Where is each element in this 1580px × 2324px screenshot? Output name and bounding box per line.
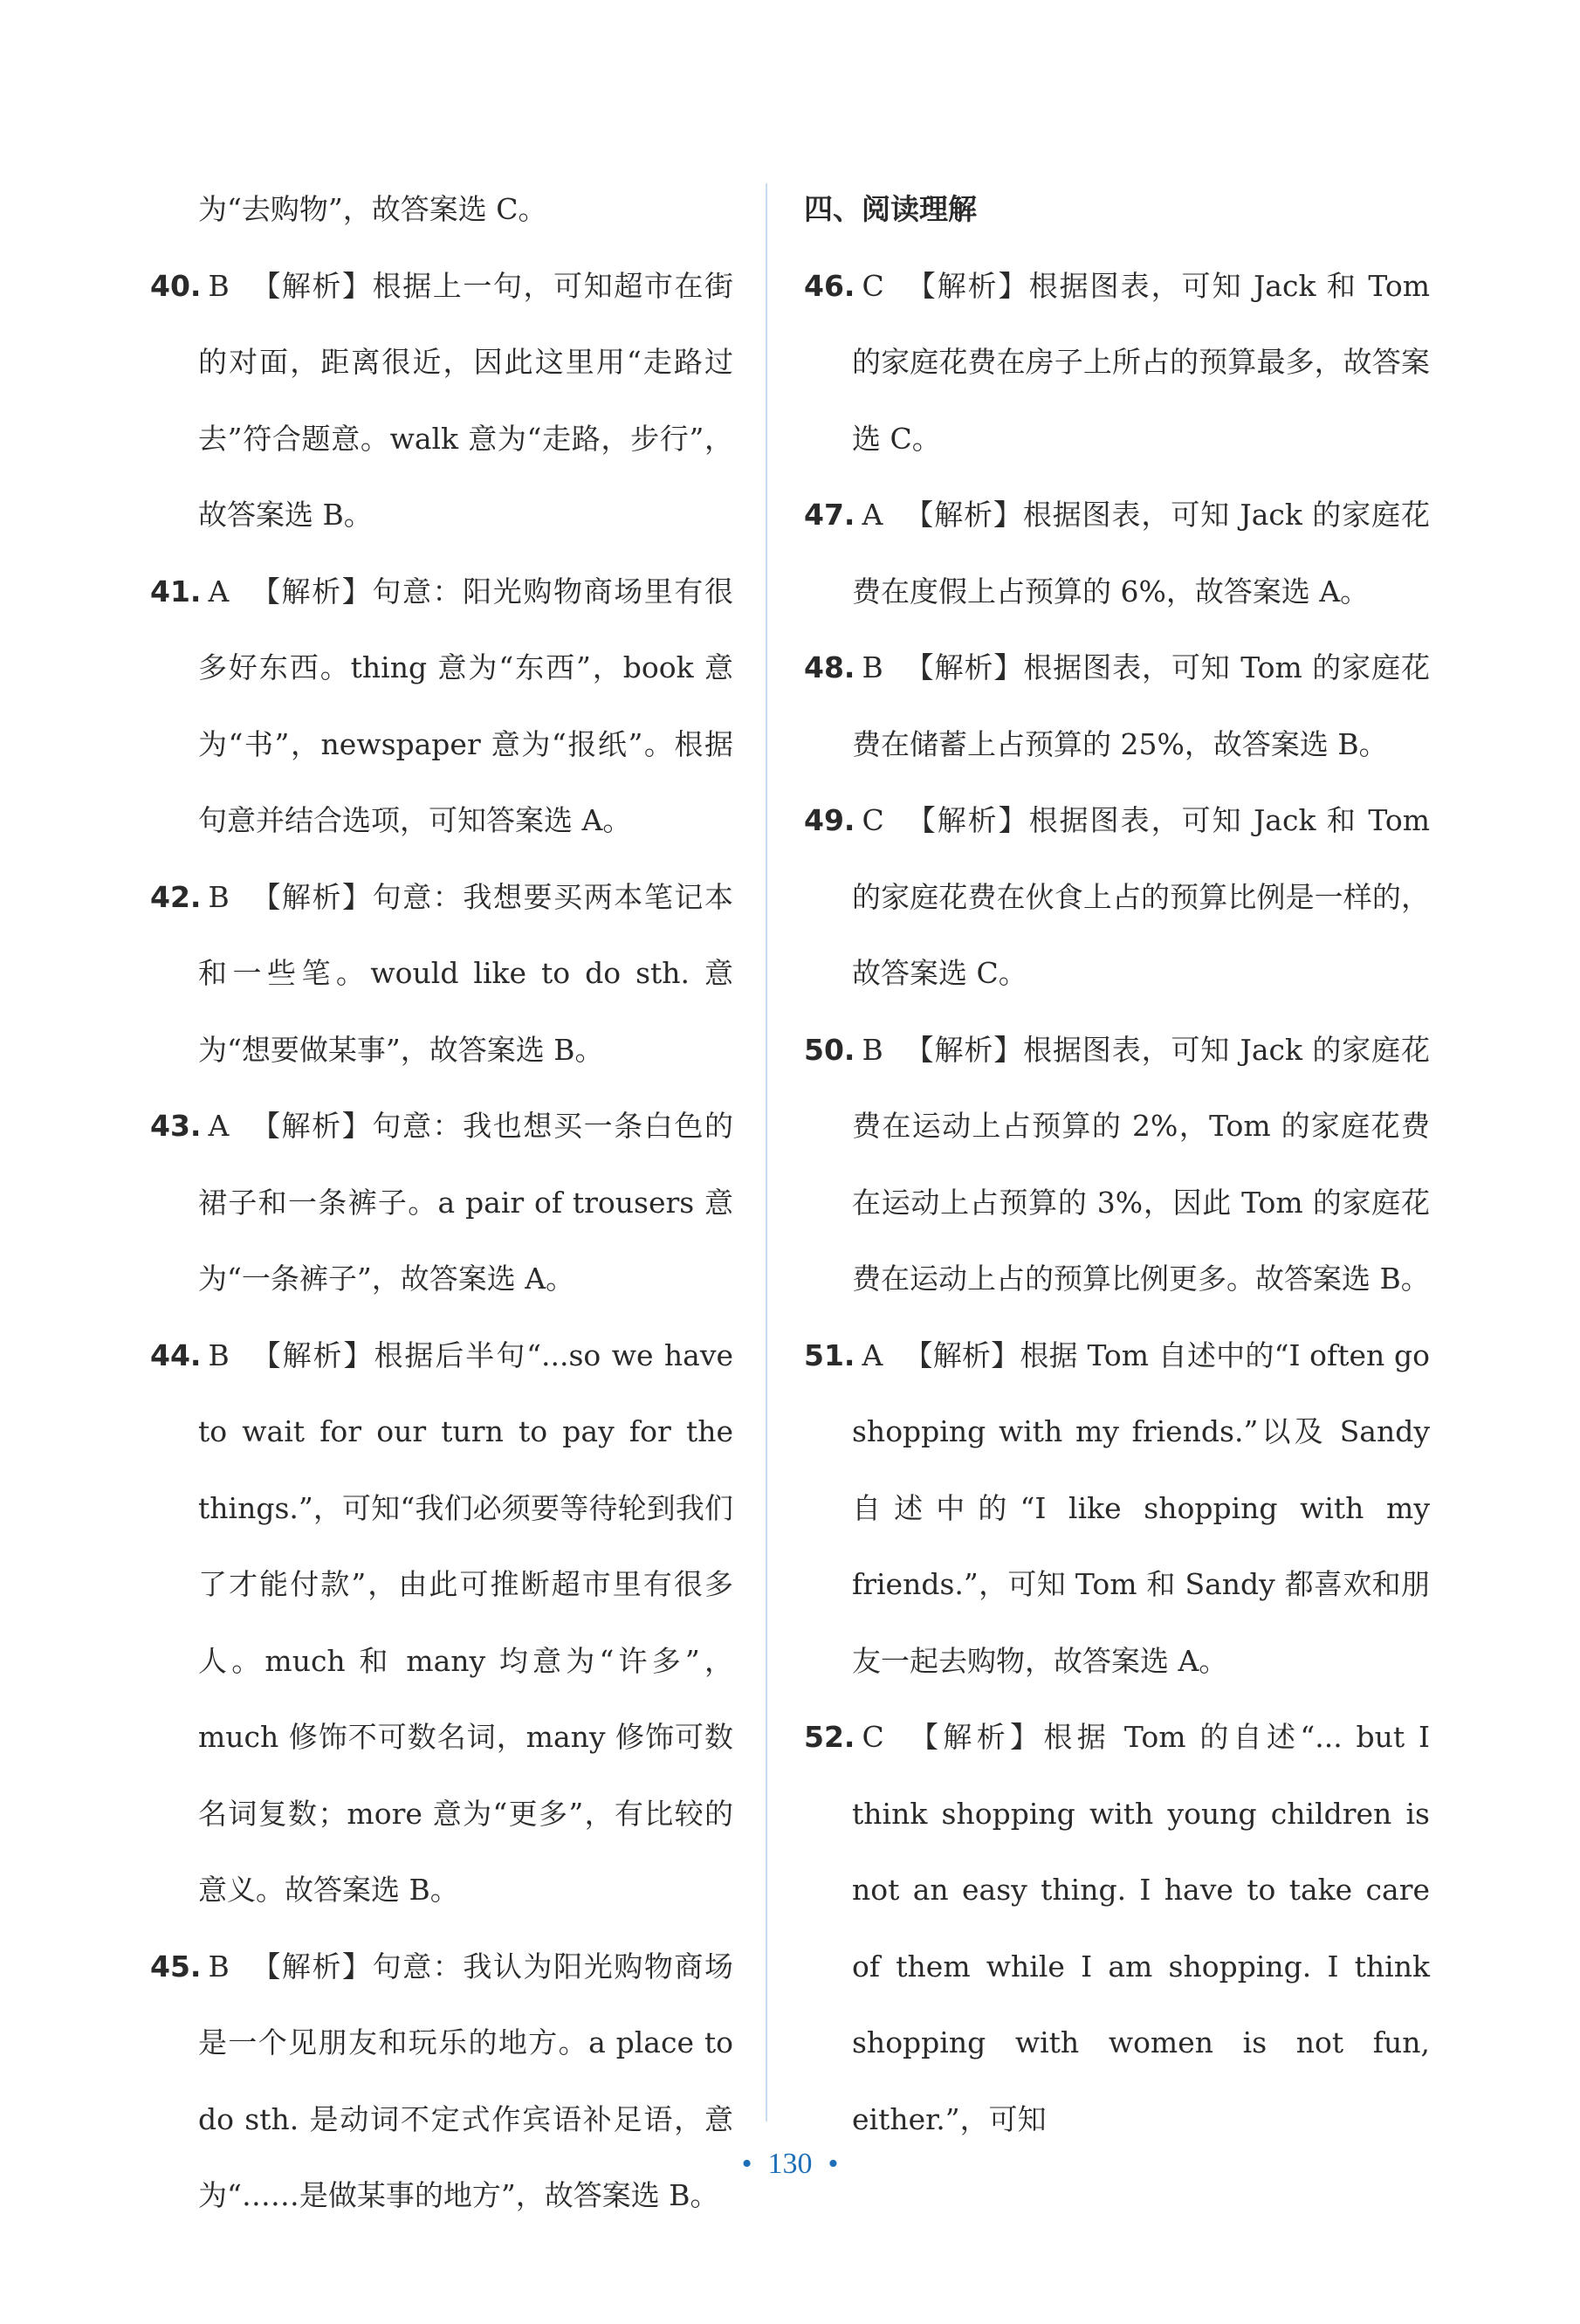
footer-dot-right: •: [828, 2148, 839, 2180]
item-number: 44.: [150, 1337, 202, 1372]
item-number: 42.: [150, 879, 202, 914]
item-number: 46.: [804, 268, 855, 303]
item-number: 48.: [804, 650, 855, 684]
item-explanation: 句意：我认为阳光购物商场是一个见朋友和玩乐的地方。a place to do sth. 是动词不定式作宾语补足语，意为“……是做某事的地方”，故答案选 B。: [198, 1949, 734, 2212]
item-number: 40.: [150, 268, 202, 303]
answer-item-44: [150, 1317, 733, 1929]
footer-dot-left: •: [741, 2148, 752, 2180]
item-explanation: 根据 Tom 自述中的“I often go shopping with my friends.”以及 Sandy 自述中的“I like shopping with my friends.”，可知 Tom 和 Sandy 都喜欢和朋友一起去购物，故答案选 A。: [852, 1337, 1430, 1678]
left-column: [150, 171, 733, 2234]
answer-item-52: [804, 1699, 1430, 2157]
item-explanation: 根据图表，可知 Jack 和 Tom 的家庭花费在伙食上占的预算比例是一样的，故答案选 C。: [852, 803, 1431, 990]
item-answer: A: [208, 574, 230, 609]
answer-item-43: [150, 1088, 733, 1317]
item-number: 51.: [804, 1337, 855, 1372]
item-explanation: 句意：我也想买一条白色的裙子和一条裤子。a pair of trousers 意为“一条裤子”，故答案选 A。: [198, 1109, 734, 1296]
item-number: 47.: [804, 498, 855, 532]
q39-continuation: 为“去购物”，故答案选 C。: [198, 192, 547, 226]
page-footer: [0, 2149, 1580, 2179]
item-explanation: 根据图表，可知 Tom 的家庭花费在储蓄上占预算的 25%，故答案选 B。: [852, 650, 1430, 761]
item-explanation: 根据图表，可知 Jack 和 Tom 的家庭花费在房子上所占的预算最多，故答案选 C。: [852, 268, 1431, 456]
analysis-tag: 【解析】: [903, 650, 1024, 684]
analysis-tag: 【解析】: [904, 803, 1029, 837]
analysis-tag: 【解析】: [904, 1720, 1044, 1754]
item-explanation: 根据后半句“...so we have to wait for our turn to pay for the things.”，可知“我们必须要等待轮到我们了才能付款”，由此可推断超市里有很多人。much 和 many 均意为“许多”，much 修饰不可数名词，many 修饰可数名词复数；more 意为“更多”，有比较的意义。故答案选 B。: [198, 1337, 734, 1907]
answer-item-50: [804, 1012, 1430, 1317]
analysis-tag: 【解析】: [903, 1032, 1024, 1067]
item-answer: B: [208, 1949, 230, 1984]
analysis-tag: 【解析】: [250, 1109, 373, 1143]
answer-item-51: [804, 1317, 1430, 1700]
answer-item-42: [150, 859, 733, 1089]
answer-item-41: [150, 553, 733, 859]
item-number: 43.: [150, 1109, 202, 1143]
answer-item-46: [804, 248, 1430, 478]
item-answer: B: [208, 879, 230, 914]
section-title: 四、阅读理解: [804, 192, 977, 226]
answer-item-45: [150, 1929, 733, 2234]
item-answer: B: [862, 650, 883, 684]
analysis-tag: 【解析】: [903, 498, 1023, 532]
item-number: 50.: [804, 1032, 855, 1067]
item-answer: A: [208, 1109, 230, 1143]
item-explanation: 根据图表，可知 Jack 的家庭花费在运动上占预算的 2%，Tom 的家庭花费在运动上占预算的 3%，因此 Tom 的家庭花费在运动上占的预算比例更多。故答案选 B。: [852, 1032, 1430, 1296]
page-number: 130: [767, 2148, 813, 2180]
answer-item-40: [150, 248, 733, 553]
analysis-tag: 【解析】: [904, 268, 1029, 303]
item-explanation: 句意：我想要买两本笔记本和一些笔。would like to do sth. 意为“想要做某事”，故答案选 B。: [198, 879, 734, 1067]
item-explanation: 根据 Tom 的自述“... but I think shopping with young children is not an easy thing. I have to take care of them while I am shopping. I think shopping with women is not fun, either.”，可知: [852, 1720, 1431, 2136]
analysis-tag: 【解析】: [250, 574, 373, 609]
item-number: 49.: [804, 803, 855, 837]
item-explanation: 根据上一句，可知超市在街的对面，距离很近，因此这里用“走路过去”符合题意。walk 意为“走路，步行”，故答案选 B。: [198, 268, 734, 532]
item-explanation: 根据图表，可知 Jack 的家庭花费在度假上占预算的 6%，故答案选 A。: [852, 498, 1430, 609]
analysis-tag: 【解析】: [250, 1337, 374, 1372]
item-answer: B: [862, 1032, 883, 1067]
item-answer: C: [862, 268, 884, 303]
item-number: 45.: [150, 1949, 202, 1984]
column-divider: [766, 183, 767, 2121]
item-answer: B: [208, 268, 230, 303]
answer-item-48: [804, 629, 1430, 782]
item-answer: A: [862, 1337, 883, 1372]
analysis-tag: 【解析】: [250, 268, 373, 303]
analysis-tag: 【解析】: [903, 1337, 1020, 1372]
analysis-tag: 【解析】: [250, 879, 373, 914]
item-number: 52.: [804, 1720, 855, 1754]
item-explanation: 句意：阳光购物商场里有很多好东西。thing 意为“东西”，book 意为“书”，newspaper 意为“报纸”。根据句意并结合选项，可知答案选 A。: [198, 574, 734, 837]
item-answer: B: [208, 1337, 230, 1372]
item-answer: C: [862, 1720, 884, 1754]
item-answer: A: [862, 498, 883, 532]
analysis-tag: 【解析】: [250, 1949, 373, 1984]
item-answer: C: [862, 803, 884, 837]
answer-item-49: [804, 782, 1430, 1012]
answer-item-47: [804, 477, 1430, 629]
item-number: 41.: [150, 574, 202, 609]
right-column: [804, 171, 1430, 2157]
